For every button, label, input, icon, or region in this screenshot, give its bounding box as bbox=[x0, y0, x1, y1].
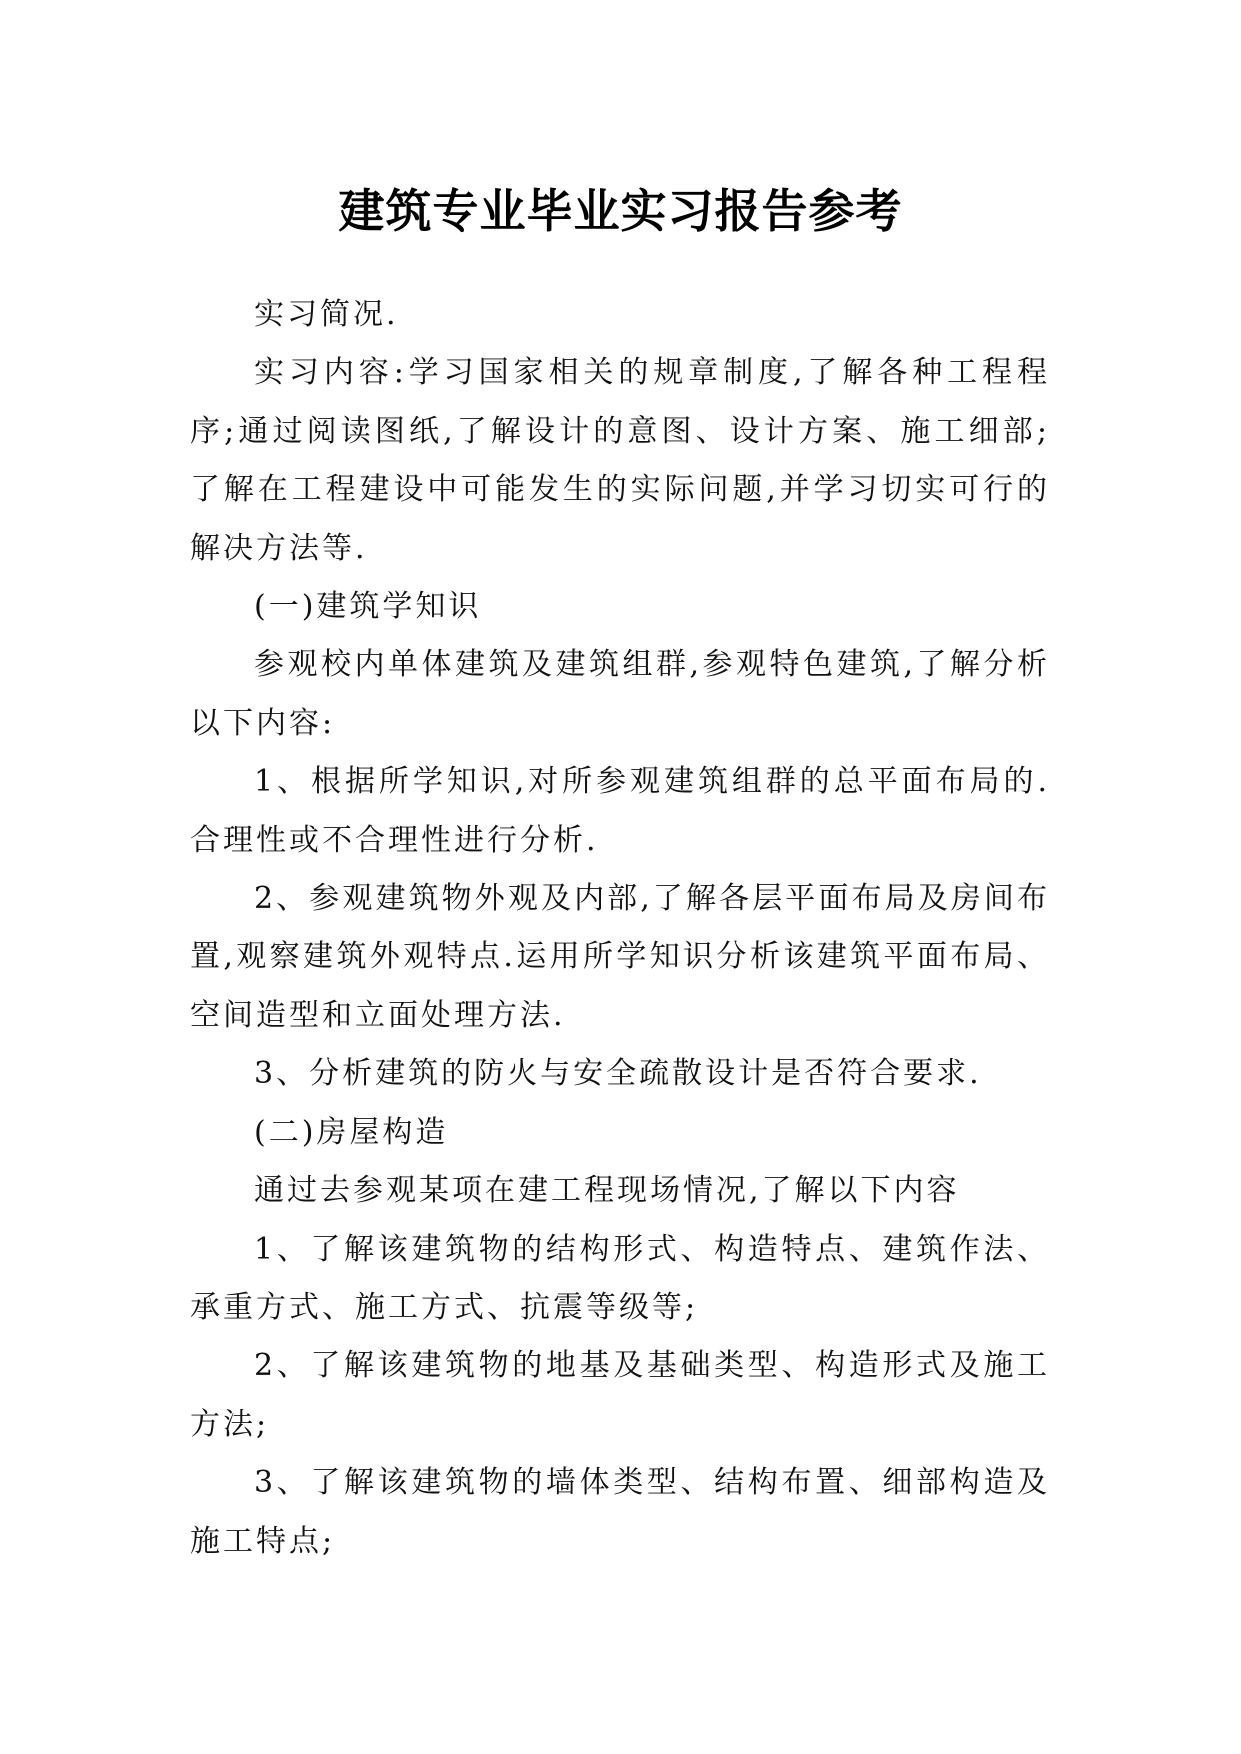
paragraph-internship-overview: 实习简况. bbox=[254, 297, 399, 332]
list-item-exterior-interior-analysis: 2、参观建筑物外观及内部,了解各层平面布局及房间布置,观察建筑外观特点.运用所学知识分析该建筑平面布局、空间造型和立面处理方法. bbox=[190, 881, 1050, 1033]
list-item-wall-type: 3、了解该建筑物的墙体类型、结构布置、细部构造及施工特点; bbox=[190, 1465, 1050, 1559]
list-item-foundation-type: 2、了解该建筑物的地基及基础类型、构造形式及施工方法; bbox=[190, 1348, 1050, 1442]
list-item-fire-safety-analysis: 3、分析建筑的防火与安全疏散设计是否符合要求. bbox=[254, 1056, 982, 1092]
paragraph-site-visit: 通过去参观某项在建工程现场情况,了解以下内容 bbox=[254, 1173, 960, 1209]
document-title: 建筑专业毕业实习报告参考 bbox=[338, 183, 903, 238]
section-heading-architecture-knowledge: (一)建筑学知识 bbox=[254, 589, 482, 625]
document-body bbox=[190, 286, 1050, 1571]
paragraph-visit-buildings: 参观校内单体建筑及建筑组群,参观特色建筑,了解分析以下内容: bbox=[190, 647, 1050, 741]
section-heading-building-construction: (二)房屋构造 bbox=[254, 1114, 449, 1150]
list-item-structure-form: 1、了解该建筑物的结构形式、构造特点、建筑作法、承重方式、施工方式、抗震等级等; bbox=[190, 1231, 1050, 1325]
paragraph-internship-content: 实习内容:学习国家相关的规章制度,了解各种工程程序;通过阅读图纸,了解设计的意图、设计方案、施工细部;了解在工程建设中可能发生的实际问题,并学习切实可行的解决方法等. bbox=[190, 355, 1050, 566]
list-item-site-plan-analysis: 1、根据所学知识,对所参观建筑组群的总平面布局的.合理性或不合理性进行分析. bbox=[190, 764, 1050, 858]
